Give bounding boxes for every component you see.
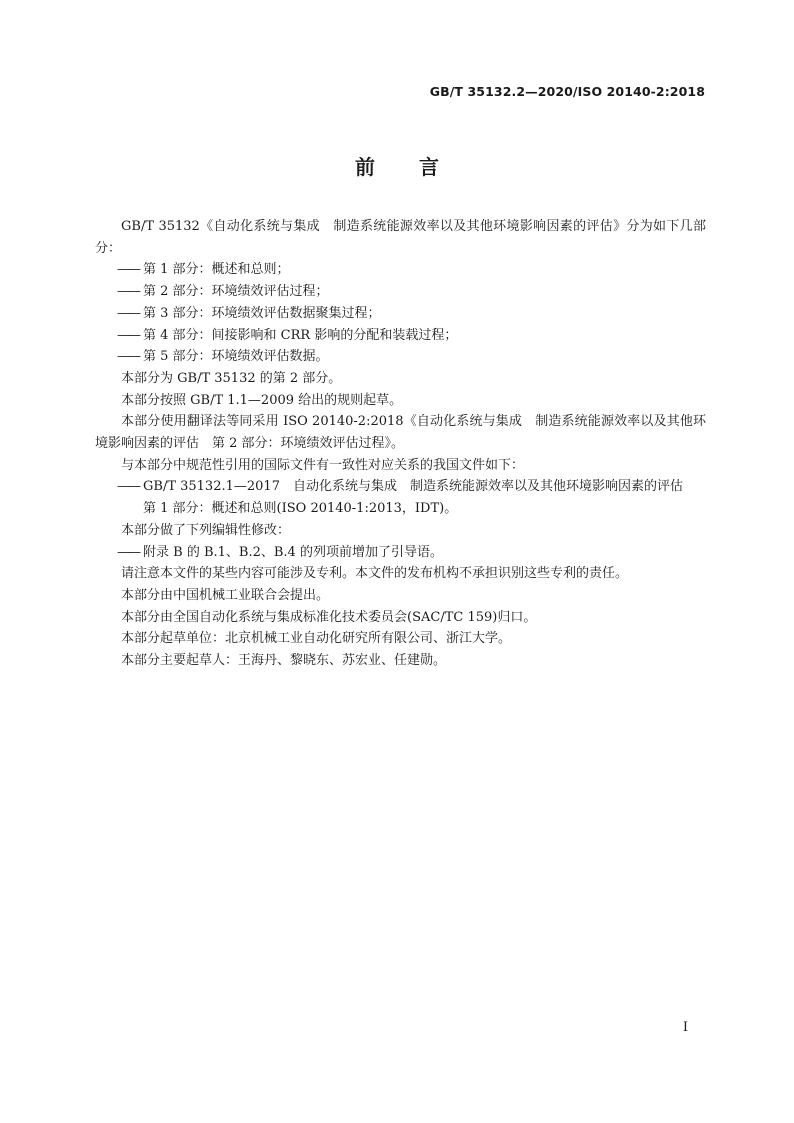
page-title: 前言 (355, 155, 483, 179)
drafting-rules-paragraph: 本部分按照 GB/T 1.1—2009 给出的规则起草。 (121, 392, 403, 408)
patent-notice-paragraph: 请注意本文件的某些内容可能涉及专利。本文件的发布机构不承担识别这些专利的责任。 (121, 566, 629, 582)
editorial-changes-paragraph: 本部分做了下列编辑性修改： (121, 522, 291, 538)
dash-mark: —— (117, 349, 139, 365)
part-list-item-text: 第 4 部分：间接影响和 CRR 影响的分配和装载过程； (143, 327, 458, 343)
page-number: I (682, 1020, 688, 1035)
part-list-item (95, 303, 706, 325)
part-of-paragraph: 本部分为 GB/T 35132 的第 2 部分。 (121, 370, 342, 386)
part-list-item (95, 281, 706, 303)
editorial-change-item (95, 542, 706, 564)
drafters-paragraph: 本部分主要起草人：王海丹、黎晓东、苏宏业、任建勋。 (121, 653, 447, 669)
part-list-item-text: 第 2 部分：环境绩效评估过程； (143, 284, 329, 300)
part-list-item (95, 259, 706, 281)
correspondence-list-item (95, 476, 706, 519)
dash-mark: —— (117, 284, 139, 300)
dash-mark: —— (117, 305, 139, 321)
intro-paragraph: GB/T 35132《自动化系统与集成 制造系统能源效率以及其他环境影响因素的评估》分为如下几部分： (95, 219, 706, 256)
part-list-item-text: 第 3 部分：环境绩效评估数据聚集过程； (143, 305, 381, 321)
dash-mark: —— (117, 479, 139, 495)
part-list-item-text: 第 5 部分：环境绩效评估数据。 (143, 349, 329, 365)
dash-mark: —— (117, 327, 139, 343)
correspondence-item-text: GB/T 35132.1—2017 自动化系统与集成 制造系统能源效率以及其他环境影响因素的评估 第 1 部分：概述和总则(ISO 20140-1:2013，IDT)。 (143, 479, 696, 517)
dash-mark: —— (117, 544, 139, 560)
part-list-item-text: 第 1 部分：概述和总则； (143, 262, 290, 278)
foreword-body (95, 216, 706, 672)
translation-paragraph: 本部分使用翻译法等同采用 ISO 20140-2:2018《自动化系统与集成 制造系统能源效率以及其他环境影响因素的评估 第 2 部分：环境绩效评估过程》。 (95, 414, 706, 452)
editorial-change-text: 附录 B 的 B.1、B.2、B.4 的列项前增加了引导语。 (143, 544, 443, 560)
standard-code-header: GB/T 35132.2—2020/ISO 20140-2:2018 (429, 84, 705, 99)
part-list-item (95, 346, 706, 368)
dash-mark: —— (117, 262, 139, 278)
drafting-units-paragraph: 本部分起草单位：北京机械工业自动化研究所有限公司、浙江大学。 (121, 631, 512, 647)
part-list-item (95, 325, 706, 347)
proposed-by-paragraph: 本部分由中国机械工业联合会提出。 (121, 587, 330, 603)
centralized-by-paragraph: 本部分由全国自动化系统与集成标准化技术委员会(SAC/TC 159)归口。 (121, 609, 537, 625)
correspondence-paragraph: 与本部分中规范性引用的国际文件有一致性对应关系的我国文件如下： (121, 457, 525, 473)
